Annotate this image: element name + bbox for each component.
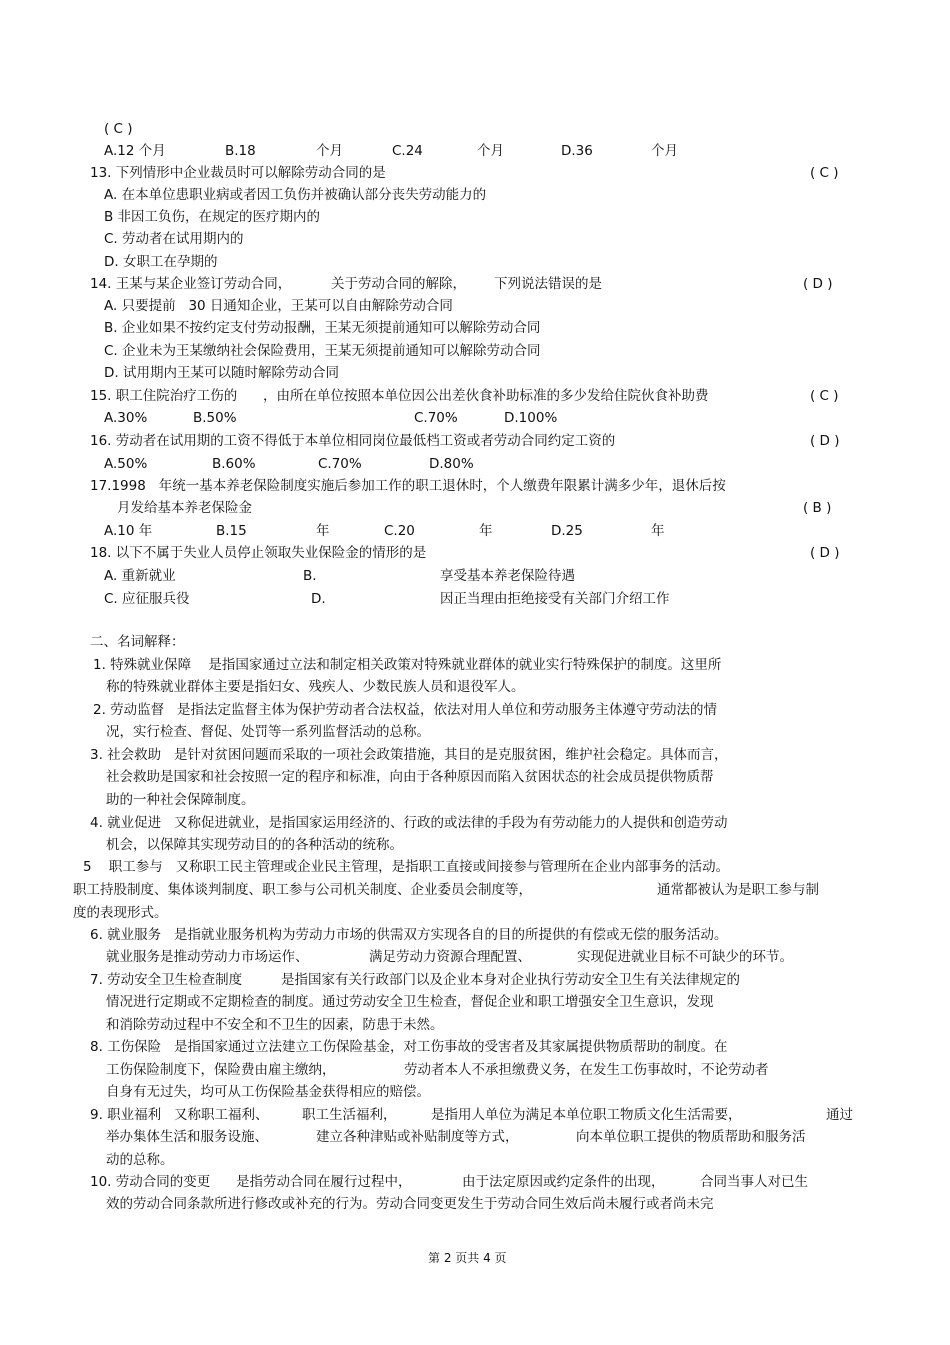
q15-answer: ( C )	[810, 388, 839, 404]
q12-option-c: C.24	[392, 143, 423, 159]
term-9-line-1a: 9. 职业福利 又称职工福利、	[90, 1107, 269, 1123]
q13-answer: ( C )	[810, 165, 839, 181]
term-2-line-1: 2. 劳动监督 是指法定监督主体为保护劳动者合法权益，依法对用人单位和劳动服务主体遵守劳动法的情	[93, 702, 718, 718]
q15-option-b: B.50%	[193, 410, 237, 426]
q13-option-c: C. 劳动者在试用期内的	[104, 231, 244, 247]
term-10-line-1c: 由于法定原因或约定条件的出现，	[462, 1174, 665, 1190]
q14-stem-2: 关于劳动合同的解除，	[331, 276, 466, 292]
term-10-line-2: 效的劳动合同条款所进行修改或补充的行为。劳动合同变更发生于劳动合同生效后尚未履行或者尚未完	[106, 1196, 714, 1212]
q14-option-c: C. 企业未为王某缴纳社会保险费用，王某无须提前通知可以解除劳动合同	[104, 343, 541, 359]
q15-stem-2: ，由所在单位按照本单位因公出差伙食补助标准的多少发给住院伙食补助费	[263, 388, 709, 404]
term-3-line-1: 3. 社会救助 是针对贫困问题而采取的一项社会政策措施，其目的是克服贫困，维护社会稳定。具体而言，	[90, 747, 728, 763]
q16-option-b: B.60%	[212, 456, 256, 472]
q13-option-b: B 非因工负伤，在规定的医疗期内的	[104, 209, 321, 225]
term-9-line-1b: 职工生活福利，	[302, 1107, 397, 1123]
q12-option-b: B.18	[225, 143, 256, 159]
term-5-line-2a: 职工持股制度、集体谈判制度、职工参与公司机关制度、企业委员会制度等，	[73, 882, 532, 898]
term-6-line-2b: 满足劳动力资源合理配置、	[369, 949, 531, 965]
q16-option-d: D.80%	[429, 456, 474, 472]
term-10-line-1d: 合同当事人对已生	[700, 1174, 808, 1190]
term-8-line-1: 8. 工伤保险 是指国家通过立法建立工伤保险基金，对工伤事故的受害者及其家属提供物质帮助的制度。在	[90, 1039, 728, 1055]
q16-option-a: A.50%	[104, 456, 148, 472]
term-5-line-3: 度的表现形式。	[73, 905, 168, 921]
term-3-line-2: 社会救助是国家和社会按照一定的程序和标准，向由于各种原因而陷入贫困状态的社会成员提供物质帮	[106, 769, 714, 785]
term-3-line-3: 助的一种社会保障制度。	[106, 792, 255, 808]
q12-option-d: D.36	[561, 143, 593, 159]
q15-option-d: D.100%	[504, 410, 558, 426]
term-6-line-2c: 实现促进就业目标不可缺少的环节。	[577, 949, 793, 965]
q14-option-d: D. 试用期内王某可以随时解除劳动合同	[104, 365, 339, 381]
term-8-line-3: 自身有无过失，均可从工伤保险基金获得相应的赔偿。	[106, 1084, 430, 1100]
q13-option-d: D. 女职工在孕期的	[104, 254, 218, 270]
q12-option-a: A.12 个月	[104, 143, 166, 159]
q17-option-d-unit: 年	[651, 523, 665, 539]
q18-option-c: C. 应征服兵役	[104, 591, 190, 607]
q15-stem-1: 15. 职工住院治疗工伤的	[90, 388, 238, 404]
q17-option-b-unit: 年	[316, 523, 330, 539]
term-6-line-2a: 就业服务是推动劳动力市场运作、	[106, 949, 309, 965]
q18-option-d-label: D.	[311, 591, 326, 607]
q18-option-a: A. 重新就业	[104, 568, 176, 584]
term-5-line-2b: 通常都被认为是职工参与制	[657, 882, 819, 898]
page-number: 第 2 页共 4 页	[428, 1251, 507, 1265]
q16-stem: 16. 劳动者在试用期的工资不得低于本单位相同岗位最低档工资或者劳动合同约定工资的	[90, 433, 616, 449]
q13-stem: 13. 下列情形中企业裁员时可以解除劳动合同的是	[90, 165, 386, 181]
q17-stem-1: 17.1998 年统一基本养老保险制度实施后参加工作的职工退休时，个人缴费年限累计满多少年，退休后按	[90, 478, 726, 494]
term-9-line-3: 动的总称。	[106, 1152, 174, 1168]
term-10-line-1a: 10. 劳动合同的变更	[90, 1174, 211, 1190]
term-9-line-1c: 是指用人单位为满足本单位职工物质文化生活需要，	[431, 1107, 742, 1123]
q16-option-c: C.70%	[318, 456, 362, 472]
term-1-line-2: 称的特殊就业群体主要是指妇女、残疾人、少数民族人员和退役军人。	[106, 679, 525, 695]
q17-answer: ( B )	[803, 500, 832, 516]
term-9-line-2b: 建立各种津贴或补贴制度等方式，	[316, 1129, 519, 1145]
term-7-line-3: 和消除劳动过程中不安全和不卫生的因素，防患于未然。	[106, 1017, 444, 1033]
q17-stem-2: 月发给基本养老保险金	[117, 500, 252, 516]
term-7-line-2: 情况进行定期或不定期检查的制度。通过劳动安全卫生检查，督促企业和职工增强安全卫生意识，发现	[106, 994, 714, 1010]
q14-answer: ( D )	[803, 276, 833, 292]
q17-option-d: D.25	[551, 523, 583, 539]
q14-stem-3: 下列说法错误的是	[494, 276, 602, 292]
section-heading: 二、名词解释：	[90, 634, 185, 650]
q15-option-c: C.70%	[414, 410, 458, 426]
term-10-line-1b: 是指劳动合同在履行过程中，	[236, 1174, 412, 1190]
term-9-line-2c: 向本单位职工提供的物质帮助和服务活	[576, 1129, 806, 1145]
q18-option-b-text: 享受基本养老保险待遇	[440, 568, 575, 584]
q18-answer: ( D )	[810, 545, 840, 561]
q14-option-b: B. 企业如果不按约定支付劳动报酬，王某无须提前通知可以解除劳动合同	[104, 320, 541, 336]
term-9-line-1d: 通过	[826, 1107, 853, 1123]
term-1-line-1: 1. 特殊就业保障 是指国家通过立法和制定相关政策对特殊就业群体的就业实行特殊保护的制度。这里所	[93, 657, 722, 673]
term-4-line-1: 4. 就业促进 又称促进就业，是指国家运用经济的、行政的或法律的手段为有劳动能力的人提供和创造劳动	[90, 815, 728, 831]
q17-option-b: B.15	[216, 523, 247, 539]
term-4-line-2: 机会，以保障其实现劳动目的的各种活动的统称。	[106, 837, 403, 853]
q18-option-d-text: 因正当理由拒绝接受有关部门介绍工作	[440, 591, 670, 607]
q12-option-c-unit: 个月	[477, 143, 504, 159]
q12-option-b-unit: 个月	[316, 143, 343, 159]
term-8-line-2b: 劳动者本人不承担缴费义务，在发生工伤事故时，不论劳动者	[404, 1062, 769, 1078]
q12-answer: ( C )	[104, 121, 133, 137]
q18-stem: 18. 以下不属于失业人员停止领取失业保险金的情形的是	[90, 545, 427, 561]
q18-option-b-label: B.	[303, 568, 317, 584]
q15-option-a: A.30%	[104, 410, 148, 426]
q14-option-a: A. 只要提前 30 日通知企业，王某可以自由解除劳动合同	[104, 298, 453, 314]
term-9-line-2a: 举办集体生活和服务设施、	[106, 1129, 268, 1145]
q17-option-a: A.10 年	[104, 523, 153, 539]
term-2-line-2: 况，实行检查、督促、处罚等一系列监督活动的总称。	[106, 724, 430, 740]
term-8-line-2a: 工伤保险制度下，保险费由雇主缴纳，	[106, 1062, 336, 1078]
term-7-line-1b: 是指国家有关行政部门以及企业本身对企业执行劳动安全卫生有关法律规定的	[281, 972, 740, 988]
q17-option-c-unit: 年	[479, 523, 493, 539]
q12-option-d-unit: 个月	[651, 143, 678, 159]
q16-answer: ( D )	[810, 433, 840, 449]
q17-option-c: C.20	[384, 523, 415, 539]
term-7-line-1a: 7. 劳动安全卫生检查制度	[90, 972, 243, 988]
term-6-line-1: 6. 就业服务 是指就业服务机构为劳动力市场的供需双方实现各自的目的所提供的有偿或无偿的服务活动。	[90, 927, 728, 943]
term-5-line-1: 5 职工参与 又称职工民主管理或企业民主管理，是指职工直接或间接参与管理所在企业内部事务的活动。	[83, 859, 730, 875]
q14-stem-1: 14. 王某与某企业签订劳动合同，	[90, 276, 292, 292]
q13-option-a: A. 在本单位患职业病或者因工负伤并被确认部分丧失劳动能力的	[104, 187, 487, 203]
